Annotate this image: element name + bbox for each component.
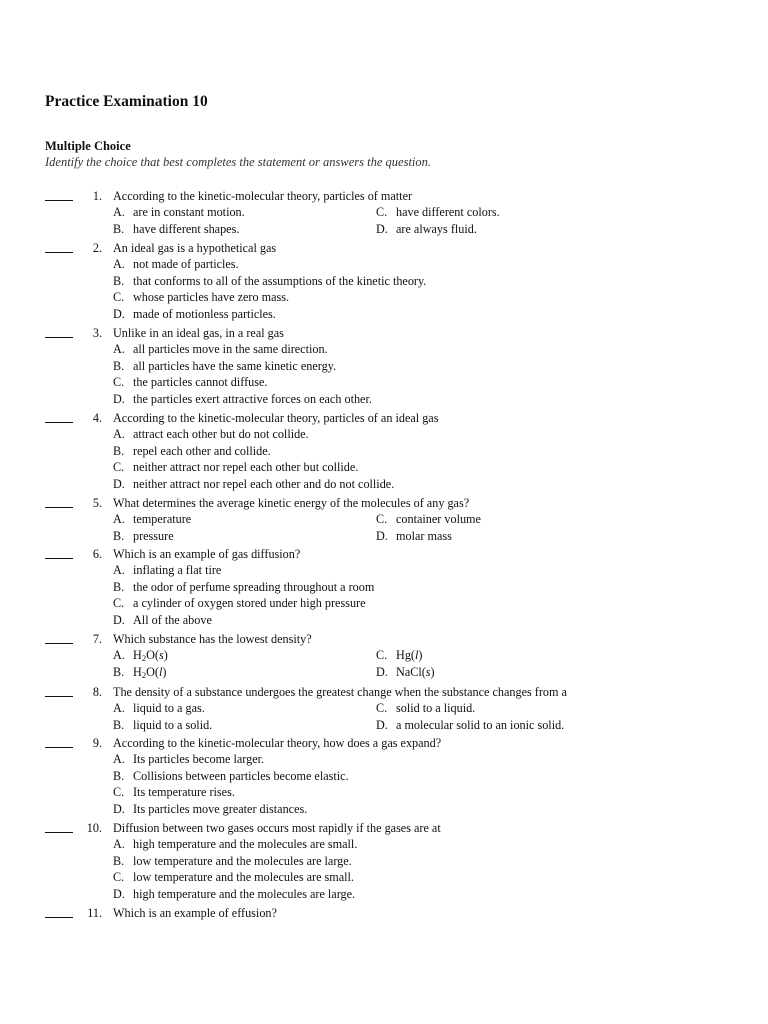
option-letter: C. <box>376 701 388 716</box>
question-stem: Which is an example of effusion? <box>113 906 277 920</box>
answer-blank[interactable] <box>45 631 73 647</box>
answer-option <box>376 700 475 716</box>
option-letter: A. <box>113 837 125 852</box>
answer-option <box>113 306 276 322</box>
option-text: the odor of perfume spreading throughout a room <box>133 579 375 594</box>
answer-blank[interactable] <box>45 325 73 341</box>
option-text: the particles exert attractive forces on each other. <box>133 391 372 406</box>
option-text: attract each other but do not collide. <box>133 427 309 442</box>
answer-option <box>113 562 221 578</box>
option-text: high temperature and the molecules are large. <box>133 886 356 901</box>
option-letter: D. <box>376 717 388 732</box>
option-text: solid to a liquid. <box>396 701 476 716</box>
answer-option <box>113 528 174 544</box>
section-heading: Multiple Choice <box>45 139 131 153</box>
answer-option <box>113 476 394 492</box>
option-text: molar mass <box>396 528 452 543</box>
option-letter: B. <box>113 273 125 288</box>
option-letter: D. <box>376 528 388 543</box>
option-letter: D. <box>113 476 125 491</box>
question-number: 10. <box>86 821 102 835</box>
answer-option <box>376 511 481 527</box>
answer-blank[interactable] <box>45 495 73 511</box>
option-text: neither attract nor repel each other but collide. <box>133 460 359 475</box>
option-text: made of motionless particles. <box>133 306 276 321</box>
page-title: Practice Examination 10 <box>45 93 208 110</box>
option-text: Its particles become larger. <box>133 752 265 767</box>
option-text: low temperature and the molecules are small. <box>133 870 354 885</box>
option-text: Its particles move greater distances. <box>133 801 308 816</box>
option-text: that conforms to all of the assumptions of the kinetic theory. <box>133 273 427 288</box>
answer-option <box>113 768 349 784</box>
option-text: NaCl(s) <box>396 664 435 679</box>
option-letter: D. <box>376 221 388 236</box>
question-number: 11. <box>87 906 102 920</box>
option-text: the particles cannot diffuse. <box>133 375 268 390</box>
question-number: 8. <box>92 685 102 699</box>
question-stem: The density of a substance undergoes the greatest change when the substance changes from a <box>113 685 567 699</box>
option-text: low temperature and the molecules are large. <box>133 853 352 868</box>
answer-option <box>113 426 309 442</box>
option-letter: B. <box>113 358 125 373</box>
option-text: not made of particles. <box>133 257 239 272</box>
answer-option <box>113 511 191 527</box>
answer-option <box>376 717 564 733</box>
question-stem: According to the kinetic-molecular theory, how does a gas expand? <box>113 736 442 750</box>
answer-option <box>113 836 357 852</box>
answer-option <box>376 647 422 663</box>
answer-blank[interactable] <box>45 684 73 700</box>
answer-option <box>113 700 205 716</box>
option-letter: B. <box>113 853 125 868</box>
answer-option <box>113 221 239 237</box>
answer-option <box>113 256 239 272</box>
option-letter: A. <box>113 257 125 272</box>
answer-option <box>113 595 366 611</box>
option-text: pressure <box>133 528 174 543</box>
question-number: 9. <box>92 736 102 750</box>
option-letter: B. <box>113 443 125 458</box>
option-text: inflating a flat tire <box>133 563 222 578</box>
answer-option <box>113 801 307 817</box>
answer-option <box>113 579 374 595</box>
question-number: 7. <box>92 632 102 646</box>
option-text: neither attract nor repel each other and do not collide. <box>133 476 395 491</box>
option-text: temperature <box>133 512 192 527</box>
option-letter: A. <box>113 427 125 442</box>
option-text: container volume <box>396 512 481 527</box>
option-letter: B. <box>113 579 125 594</box>
question-number: 6. <box>92 547 102 561</box>
question-number: 5. <box>92 496 102 510</box>
answer-option <box>113 204 245 220</box>
option-letter: A. <box>113 205 125 220</box>
option-letter: A. <box>113 342 125 357</box>
option-text: have different colors. <box>396 205 500 220</box>
option-letter: C. <box>113 785 125 800</box>
option-text: are always fluid. <box>396 221 477 236</box>
answer-option <box>113 391 372 407</box>
option-letter: D. <box>113 612 125 627</box>
option-letter: C. <box>376 648 388 663</box>
question-stem: Which substance has the lowest density? <box>113 632 312 646</box>
option-letter: D. <box>113 801 125 816</box>
option-letter: B. <box>113 717 125 732</box>
answer-option <box>376 528 452 544</box>
question-stem: According to the kinetic-molecular theory, particles of matter <box>113 189 413 203</box>
option-letter: C. <box>113 290 125 305</box>
answer-option <box>376 204 500 220</box>
option-text: a cylinder of oxygen stored under high pressure <box>133 596 366 611</box>
option-text: all particles have the same kinetic energy. <box>133 358 337 373</box>
answer-option <box>113 664 166 683</box>
answer-option <box>113 784 235 800</box>
option-text: a molecular solid to an ionic solid. <box>396 717 565 732</box>
answer-blank[interactable] <box>45 735 73 751</box>
option-letter: A. <box>113 752 125 767</box>
answer-blank[interactable] <box>45 410 73 426</box>
option-letter: A. <box>113 512 125 527</box>
answer-option <box>113 751 264 767</box>
answer-option <box>113 459 358 475</box>
option-text: repel each other and collide. <box>133 443 271 458</box>
option-letter: C. <box>376 205 388 220</box>
option-letter: A. <box>113 701 125 716</box>
option-text: $H_2O(s)$ <box>133 648 168 664</box>
answer-option <box>113 341 328 357</box>
answer-blank[interactable] <box>45 188 73 204</box>
option-letter: A. <box>113 563 125 578</box>
option-text: are in constant motion. <box>133 205 245 220</box>
question-stem: According to the kinetic-molecular theory, particles of an ideal gas <box>113 411 439 425</box>
instructions-text: Identify the choice that best completes the statement or answers the question. <box>45 155 432 169</box>
answer-option <box>113 886 355 902</box>
answer-option <box>113 358 336 374</box>
option-text: whose particles have zero mass. <box>133 290 290 305</box>
option-text: Hg(l) <box>396 648 423 663</box>
answer-option <box>113 374 267 390</box>
option-text: have different shapes. <box>133 221 240 236</box>
question-number: 4. <box>92 411 102 425</box>
option-letter: C. <box>376 512 388 527</box>
answer-option <box>113 443 271 459</box>
option-letter: D. <box>113 886 125 901</box>
option-letter: B. <box>113 221 125 236</box>
option-letter: B. <box>113 768 125 783</box>
option-text: $H_2O(l)$ <box>133 664 167 680</box>
question-stem: Which is an example of gas diffusion? <box>113 547 301 561</box>
answer-option <box>113 289 289 305</box>
answer-option <box>113 273 426 289</box>
answer-blank[interactable] <box>45 905 73 921</box>
option-text: all particles move in the same direction. <box>133 342 328 357</box>
answer-option <box>376 221 477 237</box>
answer-blank[interactable] <box>45 546 73 562</box>
option-letter: D. <box>113 391 125 406</box>
answer-blank[interactable] <box>45 820 73 836</box>
question-number: 1. <box>92 189 102 203</box>
option-letter: B. <box>113 664 125 679</box>
answer-option <box>113 869 354 885</box>
option-letter: C. <box>113 870 125 885</box>
answer-blank[interactable] <box>45 240 73 256</box>
answer-option <box>113 717 212 733</box>
question-number: 2. <box>92 241 102 255</box>
option-letter: B. <box>113 528 125 543</box>
option-text: All of the above <box>133 612 212 627</box>
option-text: liquid to a solid. <box>133 717 213 732</box>
question-number: 3. <box>92 326 102 340</box>
answer-option <box>376 664 435 680</box>
answer-option <box>113 612 212 628</box>
question-stem: An ideal gas is a hypothetical gas <box>113 241 277 255</box>
question-stem: Diffusion between two gases occurs most rapidly if the gases are at <box>113 821 441 835</box>
option-letter: A. <box>113 648 125 663</box>
option-letter: D. <box>376 664 388 679</box>
option-letter: C. <box>113 596 125 611</box>
option-text: high temperature and the molecules are small. <box>133 837 358 852</box>
question-stem: Unlike in an ideal gas, in a real gas <box>113 326 284 340</box>
option-text: liquid to a gas. <box>133 701 205 716</box>
option-letter: D. <box>113 306 125 321</box>
option-letter: C. <box>113 375 125 390</box>
option-text: Collisions between particles become elastic. <box>133 768 349 783</box>
question-stem: What determines the average kinetic energy of the molecules of any gas? <box>113 496 470 510</box>
option-text: Its temperature rises. <box>133 785 235 800</box>
option-letter: C. <box>113 460 125 475</box>
answer-option <box>113 853 352 869</box>
